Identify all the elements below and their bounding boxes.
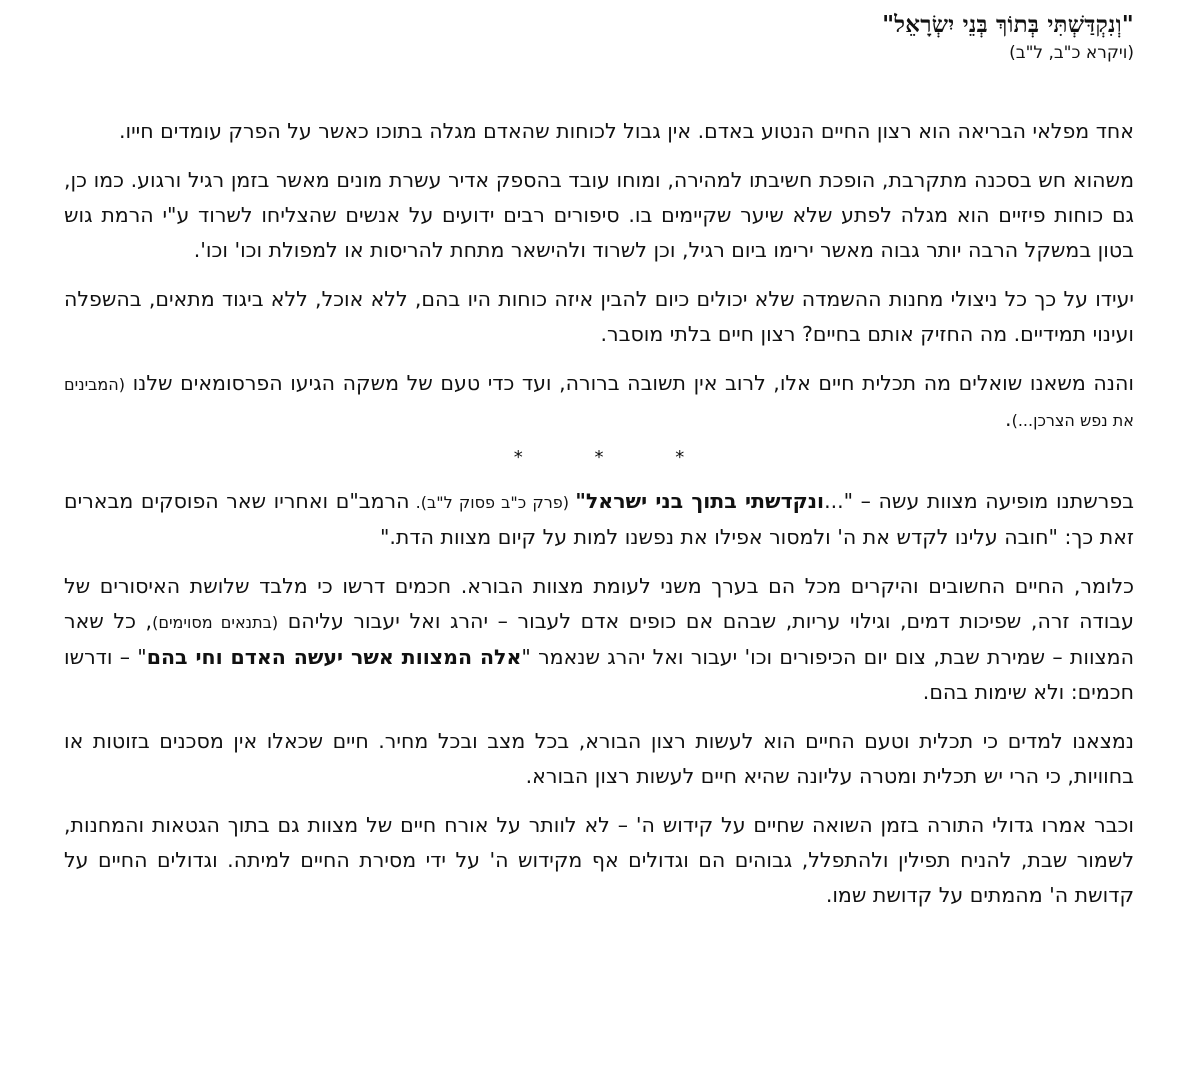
paragraph-2: משהוא חש בסכנה מתקרבת, הופכת חשיבתו למהירה, ומוחו עובד בהספק אדיר עשרת מונים מאשר בזמן רגיל ורגוע. כמו כן, גם כוחות פיזיים הוא מגלה לפתע שלא שיער שקיימים בו. סיפורים רבים ידועים על אנשים שהצליחו לשרוד ע"י הרמת גוש בטון במשקל הרבה יותר גבוה מאשר ירימו ביום רגיל, וכן לשרוד ולהישאר מתחת להריסות או למפולת וכו' וכו'. <box>64 168 1134 262</box>
paragraph-5-citation: (פרק כ"ב פסוק ל"ב). <box>409 493 576 512</box>
paragraph-5 <box>64 484 1134 555</box>
paragraph-4-aside: (המבינים את נפש הצרכן...) <box>64 375 1134 430</box>
divider-star: * <box>675 447 685 468</box>
page-title: "וְנִקְדַּשְׁתִּי בְּתוֹךְ בְּנֵי יִשְׂרָאֵל" <box>882 11 1134 38</box>
paragraph-6-part-b: , כל שאר המצוות – שמירת שבת, צום יום הכיפורים וכו' יעבור ואל יהרג שנאמר " <box>64 609 1135 669</box>
paragraph-8: וכבר אמרו גדולי התורה בזמן השואה שחיים על קידוש ה' – לא לוותר על אורח חיים של מצוות גם בתוך הגטאות והמחנות, לשמור שבת, להניח תפילין ולהתפלל, גבוהים הם וגדולים אף מקידוש ה' על ידי מסירת החיים למיתה. וגדולים החיים על קדושת ה' מהמתים על קדושת שמו. <box>64 813 1134 907</box>
paragraph-4 <box>64 366 1134 438</box>
paragraph-7: נמצאנו למדים כי תכלית וטעם החיים הוא לעשות רצון הבורא, בכל מצב ובכל מחיר. חיים שכאלו אין מסכנים בזוטות או בחוויות, כי הרי יש תכלית ומטרה עליונה שהיא חיים לעשות רצון הבורא. <box>64 729 1134 788</box>
paragraph-6-aside: (בתנאים מסוימים) <box>152 613 279 632</box>
verse-source: (ויקרא כ"ב, ל"ב) <box>1009 43 1134 63</box>
paragraph-1: אחד מפלאי הבריאה הוא רצון החיים הנטוע באדם. אין גבול לכוחות שהאדם מגלה בתוכו כאשר על הפרק עומדים חייו. <box>119 119 1134 143</box>
paragraph-5-quote: ונקדשתי בתוך בני ישראל" <box>575 489 825 513</box>
divider-star: * <box>594 447 604 468</box>
paragraph-3: יעידו על כך כל ניצולי מחנות ההשמדה שלא יכולים כיום להבין איזה כוחות היו בהם, ללא אוכל, ללא ביגוד מתאים, בהשפלה ועינוי תמידיים. מה החזיק אותם בחיים? רצון חיים בלתי מוסבר. <box>64 287 1134 346</box>
paragraph-6-quote: אלה המצוות אשר יעשה האדם וחי בהם <box>146 645 522 669</box>
paragraph-5-part-b: הרמב"ם ואחריו שאר הפוסקים מבארים זאת כך: "חובה עלינו לקדש את ה' ולמסור אפילו את נפשנו למות על קיום מצוות הדת." <box>64 489 1134 549</box>
paragraph-6 <box>64 569 1134 710</box>
paragraph-6-part-c: " – ודרשו חכמים: ולא שימות בהם. <box>64 645 1134 704</box>
paragraph-5-part-a: בפרשתנו מופיעה מצוות עשה – "... <box>824 489 1134 513</box>
paragraph-6-part-a: כלומר, החיים החשובים והיקרים מכל הם בערך משני לעומת מצוות הבורא. חכמים דרשו כי מלבד שלושת האיסורים של עבודה זרה, שפיכות דמים, וגילוי עריות, שבהם אם כופים אדם לעבור – יהרג ואל יעבור עליהם <box>64 574 1134 633</box>
paragraph-4-end: . <box>1005 407 1012 431</box>
paragraph-4-text: והנה משאנו שואלים מה תכלית חיים אלו, לרוב אין תשובה ברורה, ועד כדי טעם של משקה הגיעו הפרסומאים שלנו <box>125 371 1134 395</box>
divider-star: * <box>513 447 523 468</box>
section-divider <box>64 442 1134 474</box>
